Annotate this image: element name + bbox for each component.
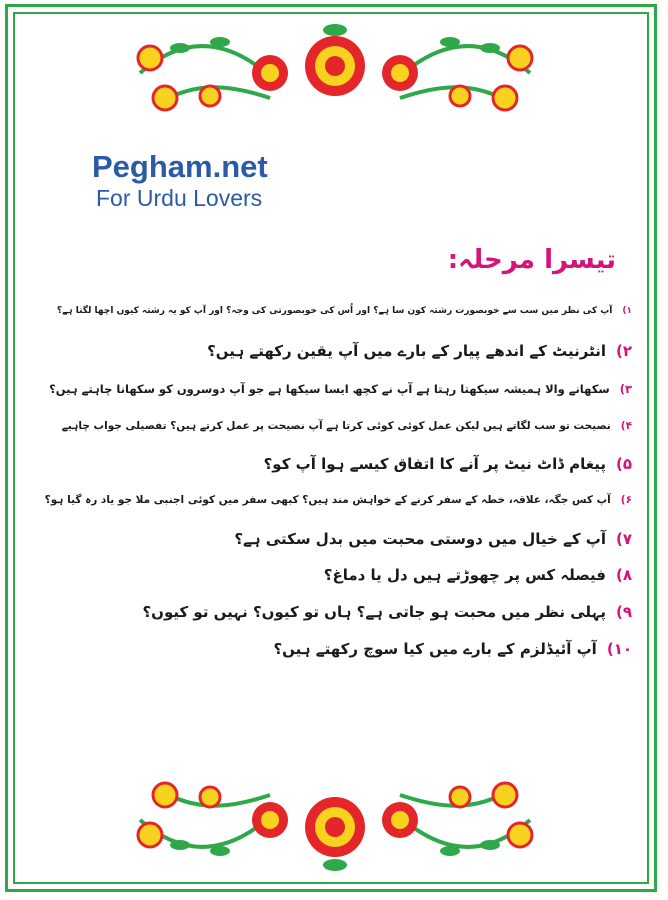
- question-text: آپ کے خیال میں دوستی محبت میں بدل سکتی ہے؟: [234, 530, 606, 548]
- question-item: [42, 338, 632, 364]
- question-number: ۱۰): [606, 640, 632, 658]
- brand-subtitle: For Urdu Lovers: [96, 185, 263, 211]
- question-item: [42, 451, 632, 477]
- question-text: فیصلہ کس پر چھوڑتے ہیں دل یا دماغ؟: [323, 566, 606, 584]
- question-number: ۷): [615, 530, 632, 548]
- question-text: پیغام ڈاٹ نیٹ پر آنے کا اتفاق کیسے ہوا آپ کو؟: [263, 455, 606, 473]
- question-text: پہلی نظر میں محبت ہو جاتی ہے؟ ہاں تو کیوں؟ نہیں تو کیوں؟: [142, 603, 606, 621]
- question-text: آپ کی نظر میں سب سے خوبصورت رشتہ کون سا ہے؟ اور اُس کی خوبصورتی کی وجہ؟ اور آپ کو یہ رشتہ کیوں اچھا لگتا ہے؟: [56, 306, 613, 316]
- question-number: ۸): [615, 566, 632, 584]
- brand-block: [92, 150, 268, 212]
- question-text: آپ آئیڈلزم کے بارے میں کیا سوچ رکھتے ہیں؟: [273, 640, 597, 658]
- question-item: [42, 636, 632, 662]
- section-heading: تیسرا مرحلہ:: [447, 245, 616, 275]
- question-number: ۴): [620, 420, 632, 432]
- question-number: ۱): [622, 306, 632, 316]
- question-item: [42, 599, 632, 625]
- question-item: [42, 487, 632, 513]
- question-text: آپ کس جگہ، علاقہ، خطہ کے سفر کرنے کے خواہش مند ہیں؟ کبھی سفر میں کوئی اجنبی ملا جو یاد رہ گیا ہو؟: [44, 494, 611, 506]
- question-number: ۲): [615, 342, 632, 360]
- question-number: ۳): [619, 382, 632, 396]
- question-item: [42, 376, 632, 402]
- brand-title[interactable]: Pegham.net: [92, 149, 268, 184]
- question-number: ۹): [615, 603, 632, 621]
- question-text: سکھانے والا ہمیشہ سیکھتا رہتا ہے آپ نے کچھ ایسا سیکھا ہے جو آپ دوسروں کو سکھانا چاہتے ہیں؟: [49, 382, 610, 396]
- question-item: [42, 298, 632, 324]
- floral-ornament-bottom: [120, 775, 550, 875]
- question-text: انٹرنیٹ کے اندھے پیار کے بارے میں آپ یقین رکھتے ہیں؟: [207, 342, 606, 360]
- floral-ornament-top: [120, 18, 550, 118]
- page-border-inner: [13, 12, 649, 884]
- question-text: نصیحت تو سب لگاتے ہیں لیکن عمل کوئی کوئی کرتا ہے آپ نصیحت پر عمل کرتے ہیں؟ تفصیلی جواب چاہیے: [61, 420, 611, 432]
- question-number: ۶): [620, 494, 632, 506]
- question-number: ۵): [615, 455, 632, 473]
- question-item: [42, 562, 632, 588]
- question-item: [42, 526, 632, 552]
- question-item: [42, 413, 632, 439]
